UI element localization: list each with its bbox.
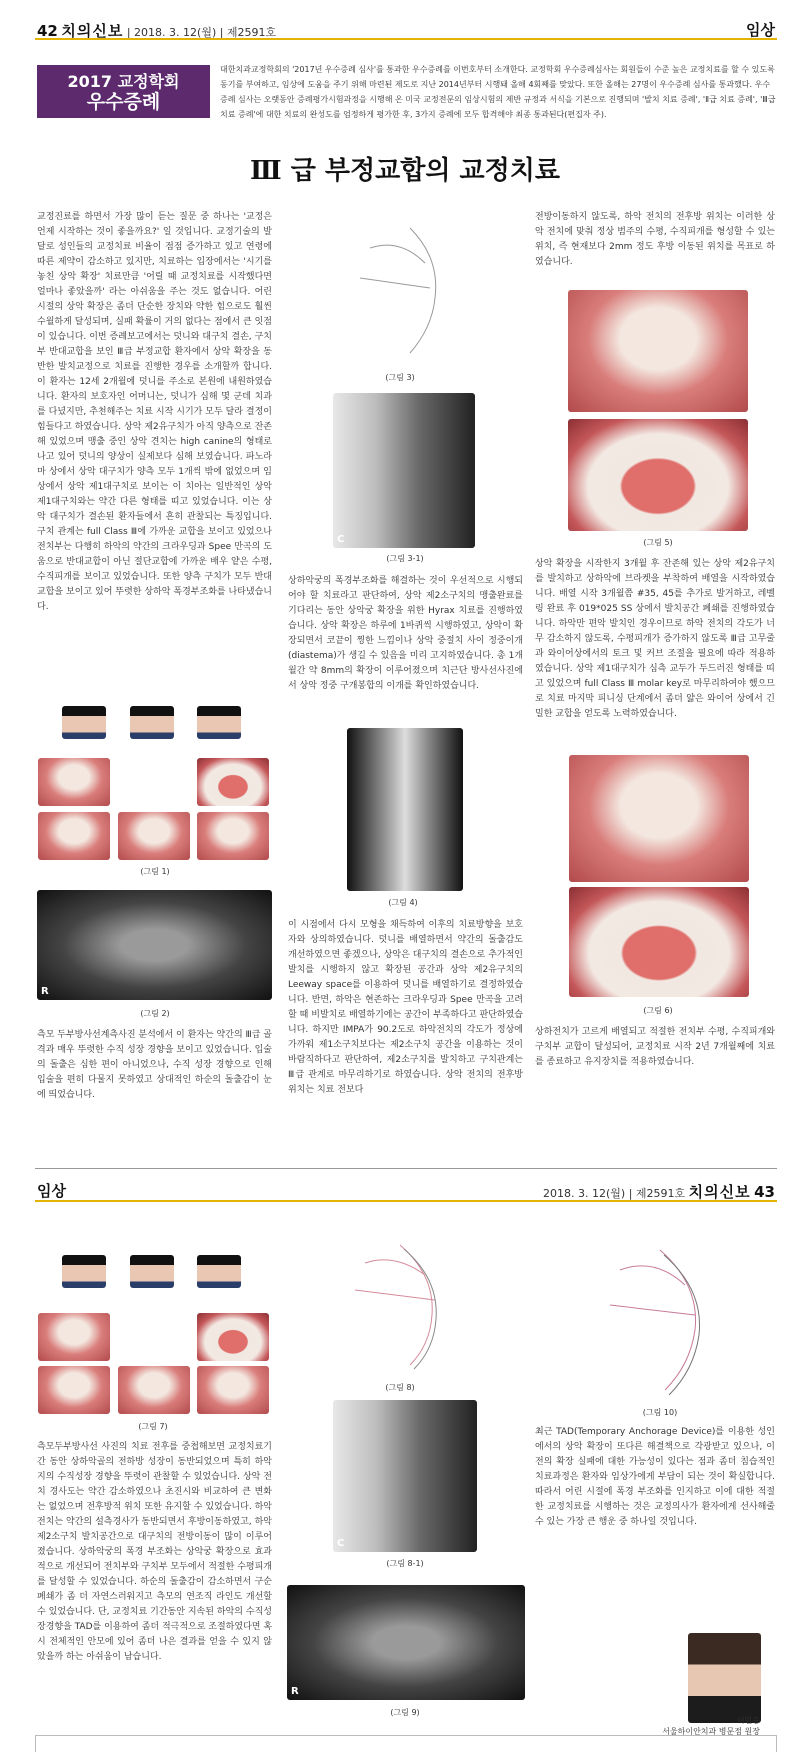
caption-figure4: (그림 4): [388, 898, 418, 907]
bottom-border: [35, 1735, 777, 1752]
page-divider: [35, 1168, 777, 1169]
banner: [37, 65, 210, 118]
section-label: 임상: [746, 21, 775, 39]
page2-section: 임상: [37, 1182, 66, 1200]
figure1-left-intraoral: [197, 812, 269, 860]
caption-figure3: (그림 3): [385, 373, 415, 382]
figure7-right-intraoral: [38, 1366, 110, 1414]
figure9-panorama: [287, 1585, 525, 1700]
figure1-lower-occlusal: [197, 758, 269, 806]
caption-figure2: (그림 2): [140, 1009, 170, 1018]
figure5-upper-hyrax: [568, 290, 748, 412]
col2b-text: 이 시점에서 다시 모형을 채득하여 이후의 치료방향을 보호자와 상의하였습니다. 덧니를 배열하면서 약간의 돌출감도 개선하였으면 좋겠으나, 상악은 대구치의 결손으로 추가적인 발치를 시행하지 않고 확장된 공간과 상악 제2유구치의 Leeway space를 이용하여 덧니를 배열하기로 결정하였습니다. 반면, 하악은 현존하는 크라우딩과 Spee 만곡을 고려할 때 비발치로 배열하기에는 공간이 부족하다고 판단하였습니다. 하지만 IMPA가 90.2도로 하악전치의 각도가 정상에 가까워 제1소구치보다는 제2소구치 공간을 이용하는 것이 바람직하다고 판단하여, 제2소구치를 발치하고 구치관계는 Ⅲ급 관계로 마무리하기로 하였습니다. 상악 전치의 전후방 위치는 치료 전보다: [288, 920, 523, 1095]
figure7-upper-occlusal: [38, 1313, 110, 1361]
author-affiliation: 서울하이안치과 병문점 원장: [662, 1727, 760, 1736]
figure7-left-intraoral: [197, 1366, 269, 1414]
xray-marker: R: [41, 986, 49, 997]
col2-text: 상하악궁의 폭경부조화를 해결하는 것이 우선적으로 시행되어야 할 치료라고 판단하여, 상악 제2소구치의 맹출완료를 기다리는 동안 상악궁 확장을 위한 Hyrax 치료를 진행하였습니다. 상악 확장은 하루에 1바퀴씩 시행하였고, 상악이 확장되면서 코끝이 찡한 느낌이나 상악 중절치 사이 정중이개(diastema)가 생길 수 있음을 미리 고지하였습니다. 총 1개월간 약 8mm의 확장이 이루어졌으며 치근단 방사선사진에서 상악 정중 구개봉합의 이개를 확인하였습니다.: [288, 576, 523, 691]
figure7-lower-occlusal: [197, 1313, 269, 1361]
figure1-face-smile: [130, 706, 174, 739]
article-title: Ⅲ 급 부정교합의 교정치료: [250, 156, 560, 186]
page-number: 42: [37, 22, 58, 40]
figure1-face-front: [62, 706, 106, 739]
page2-header: [543, 1181, 775, 1202]
date-issue: | 2018. 3. 12(월) | 제2591호: [126, 26, 277, 39]
caption-figure3-1: (그림 3-1): [386, 554, 424, 563]
caption-figure8-1: (그림 8-1): [386, 1559, 424, 1568]
caption-figure8: (그림 8): [385, 1383, 415, 1392]
caption-figure5: (그림 5): [643, 538, 673, 547]
header-rule: [35, 38, 777, 40]
figure6-lower: [569, 887, 749, 997]
ceph-marker: C: [337, 534, 345, 545]
figure1-front-intraoral: [118, 812, 190, 860]
caption-figure9: (그림 9): [390, 1708, 420, 1717]
figure5-lower-braces: [568, 419, 748, 531]
figure3-1-cephalogram: [333, 393, 475, 548]
col3c-text: 상하전치가 고르게 배열되고 적절한 전치부 수평, 수직피개와 구치부 교합이 달성되어, 교정치료 시작 2년 7개월째에 치료를 종료하고 유지장치를 적용하였습니다.: [535, 1027, 775, 1067]
figure4-periapical: [347, 728, 463, 891]
col3-text: 전방이동하지 않도록, 하악 전치의 전후방 위치는 이러한 상악 전치에 맞춰 정상 범주의 수평, 수직피개를 형성할 수 있는 위치, 즉 현재보다 2mm 정도 후방 이동된 위치를 목표로 하였습니다.: [535, 212, 775, 267]
page2-header-rule: [35, 1200, 777, 1202]
author-photo: [688, 1633, 761, 1723]
figure10-superimposition: [590, 1235, 720, 1400]
superimposition-drawing: [340, 1235, 465, 1375]
figure6-upper: [569, 755, 749, 882]
caption-figure10: (그림 10): [642, 1408, 678, 1417]
banner-line2: 우수증례: [86, 91, 161, 113]
figure1-face-profile: [197, 706, 241, 739]
figure7-face-smile: [130, 1255, 174, 1288]
ceph-marker-2: C: [337, 1538, 345, 1549]
figure2-panorama: [37, 890, 272, 1000]
superimposition-drawing-2: [590, 1235, 720, 1400]
author-info: [640, 1715, 760, 1737]
figure1-upper-occlusal: [38, 758, 110, 806]
banner-line1: 2017 교정학회: [67, 72, 180, 91]
figure8-superimposition: [340, 1235, 465, 1375]
author-name: 이민송: [736, 1716, 760, 1725]
editor-intro: 대한치과교정학회의 '2017년 우수증례 심사'를 통과한 우수증례를 이번호부터 소개한다. 교정학회 우수증례심사는 회원들이 수준 높은 교정치료를 할 수 있도록 동기를 부여하고, 임상에 도움을 주기 위해 마련된 제도로 지난 2014년부터 시행돼 올해 4회째를 맞았다. 또한 올해는 27명이 우수증례 심사를 통과했다. 우수증례 심사는 오랫동안 증례평가시험과정을 시행해 온 미국 교정전문의 임상시험의 제반 규정과 서식을 기본으로 진행되며 '발치 치료 증례', 'Ⅱ급 치료 증례', 'Ⅲ급 치료 증례'에 대한 치료의 완성도를 엄정하게 평가한 후, 3가지 증례에 모두 합격해야 최종 통과된다(편집자 주).: [220, 65, 776, 119]
masthead: 치의신보: [61, 22, 124, 40]
page2-date-issue: 2018. 3. 12(월) | 제2591호: [543, 1187, 686, 1200]
page2-number: 43: [754, 1183, 775, 1201]
figure1-right-intraoral: [38, 812, 110, 860]
p2col1-text: 측모두부방사선 사진의 치료 전후를 중첩해보면 교정치료기간 동안 상하악골의 전하방 성장이 동반되었으며 특히 하악지의 수직성장 경향을 뚜렷이 관찰할 수 있었습니다. 상악 전치 경사도는 약간 감소하였으나 초진시와 비교하여 큰 변화는 없었으며 전후방적 위치 또한 유지할 수 있었습니다. 하악전치는 약간의 설측경사가 동반되면서 후방이동하였고, 하악 제2소구치 발치공간으로 대구치의 전방이동이 많이 이루어졌습니다. 상하악궁의 폭경 부조화는 상악궁 확장으로 효과적으로 개선되어 전치부와 구치부 모두에서 적절한 수평피개를 달성할 수 있었습니다. 하순의 돌출감이 감소하면서 구순 폐쇄가 좀 더 자연스러워지고 측모의 연조직 라인도 개선할 수 있었습니다. 단, 교정치료 기간동안 지속된 하악의 수직성장경향을 TAD를 이용하여 좀더 적극적으로 조절하였다면 혹시 전체적인 안모에 있어 좀더 나은 결과를 얻을 수 있지 않았을까 하는 아쉬움이 남습니다.: [37, 1442, 273, 1662]
xray-marker-2: R: [291, 1686, 299, 1697]
figure3-tracing: [340, 218, 460, 363]
caption-figure7: (그림 7): [138, 1422, 168, 1431]
figure8-1-cephalogram: [333, 1400, 477, 1552]
figure7-face-profile: [197, 1255, 241, 1288]
caption-figure1: (그림 1): [140, 867, 170, 876]
tracing-drawing: [340, 218, 460, 363]
col1-text: 교정진료를 하면서 가장 많이 듣는 질문 중 하나는 '교정은 언제 시작하는 것이 좋을까요?' 일 것입니다. 교정기술의 발달로 성인들의 교정치료 비율이 점점 증가하고 있고 연령에 따른 제약이 감소하고 있지만, 치료하는 입장에서는 '시기를 놓친 상악 확장' 치료만큼 '어릴 때 교정치료를 시작했다면 얼마나 좋았을까' 라는 아쉬움을 주는 것도 없습니다. 어린 시절의 상악 확장은 좀더 단순한 장치와 약한 힘으로도 훨씬 수월하게 달성되며, 실패 확률이 거의 없다는 점에서 큰 잇점이 있습니다. 이번 증례보고에서는 덧니와 대구치 결손, 구치부 반대교합을 보인 Ⅲ급 부정교합 환자에서 상악 확장을 동반한 발치교정으로 치료를 진행한 경우를 소개할까 합니다. 이 환자는 12세 2개월에 덧니를 주소로 본원에 내원하였습니다. 환자의 보호자인 어머니는, 덧니가 심해 몇 군데 치과를 다녔지만, 추천해주는 치료 시작 시기가 모두 달라 결정이 힘들다고 하였습니다. 상악 제2유구치가 아직 양측으로 잔존해 있었으며 맹출 중인 상악 견치는 high canine의 형태로 나고 있어 덧니의 양상이 실제보다 심해 보였습니다. 파노라마 상에서 상악 대구치가 양측 모두 1개씩 밖에 없었으며 임상에서 상악 제1대구치로 보이는 이 치아는 일반적인 상악 제1대구치와는 약간 다른 형태를 띠고 있었습니다. 이는 상악 대구치가 결손된 환자들에서 흔히 관찰되는 특징입니다. 구치 관계는 full Class Ⅲ에 가까운 교합을 보이고 있었으나 전치부는 다행히 하악의 약간의 크라우딩과 Spee 만곡의 도움으로 반대교합이 아닌 절단교합에 가까운 배우 얕은 수평, 수직피개를 보이고 있었습니다. 또한 양측 구치가 모두 반대교합을 보이고 있어 뚜렷한 상하악 폭경부조화를 나타냈습니다.: [37, 212, 272, 612]
col3b-text: 상악 확장을 시작한지 3개월 후 잔존해 있는 상악 제2유구치를 발치하고 상하악에 브라켓을 부착하여 배열을 시작하였습니다. 배열 시작 3개월쯤 #35, 45를 추가로 발거하고, 레벨링 완료 후 019*025 SS 상에서 발치공간 폐쇄를 진행하였습니다. 하악만 편악 발치인 경우이므로 하악 전치의 각도가 너무 감소하지 않도록, 수평피개가 증가하지 않도록 Ⅲ급 고무줄과 와이어상에서의 토크 및 커브 조절을 필요에 따라 적용하였습니다. 상악 제1대구치가 심측 교두가 두드러진 형태를 띠고 있었으며 full Class Ⅲ molar key로 마무리하여야 했으므로 치료 마지막 피니싱 단계에서 좀더 얇은 와이어 상에서 긴밀한 교합을 얻도록 노력하였습니다.: [535, 559, 775, 719]
page2-masthead: 치의신보: [688, 1183, 751, 1201]
caption-figure6: (그림 6): [643, 1006, 673, 1015]
col1b-text: 측모 두부방사선계측사진 분석에서 이 환자는 약간의 Ⅲ급 골격과 매우 뚜렷한 수직 성장 경향을 보이고 있었습니다. 입술의 돌출은 심한 편이 아니었으나, 수직 성장 경향으로 인해 입술을 편히 다물지 못하였고 상대적인 하순의 돌출감이 눈에 띄었습니다.: [37, 1030, 272, 1100]
figure7-face-front: [62, 1255, 106, 1288]
p2col3-text: 최근 TAD(Temporary Anchorage Device)를 이용한 성인에서의 상악 확장이 또다른 해결책으로 각광받고 있으나, 이전의 확장 실패에 대한 가능성이 있다는 점과 좀더 침습적인 치료과정은 환자와 임상가에게 부담이 되는 것이 확실합니다. 따라서 어린 시절에 폭경 부조화를 인지하고 이에 대한 적절한 교정치료를 시행하는 것은 교정의사가 환자에게 선사해줄 수 있는 가장 큰 행운 중 하나일 것입니다.: [535, 1427, 775, 1527]
figure7-front-intraoral: [118, 1366, 190, 1414]
